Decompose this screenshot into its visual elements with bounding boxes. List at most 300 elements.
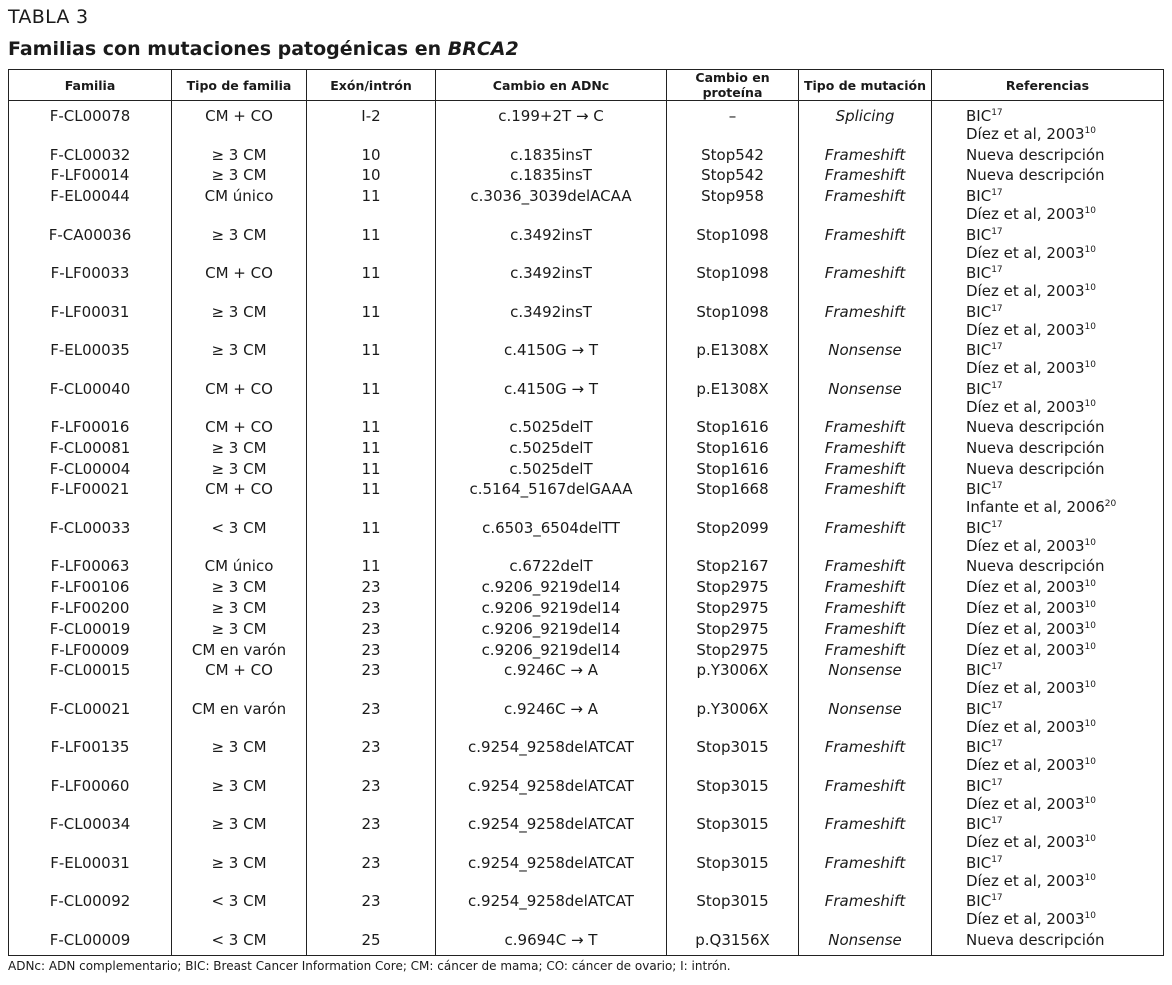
cell-cambio-adnc: c.9694C → T — [436, 930, 667, 955]
cell-cambio-adnc: c.5025delT — [436, 438, 667, 459]
cell-tipo-familia: ≥ 3 CM — [172, 577, 307, 598]
cell-tipo-mutacion: Frameshift — [799, 225, 932, 264]
cell-cambio-proteina: Stop542 — [667, 145, 799, 166]
cell-familia: F-CL00021 — [9, 699, 172, 738]
cell-referencias — [932, 814, 1164, 853]
table-row — [9, 186, 1164, 225]
cell-tipo-familia: CM + CO — [172, 479, 307, 518]
cell-cambio-adnc: c.9206_9219del14 — [436, 619, 667, 640]
cell-cambio-adnc: c.9246C → A — [436, 660, 667, 699]
reference-entry: BIC$^{17}$ — [966, 480, 1003, 499]
cell-familia: F-CA00036 — [9, 225, 172, 264]
cell-familia: F-LF00033 — [9, 263, 172, 302]
cell-tipo-familia: ≥ 3 CM — [172, 340, 307, 379]
cell-familia: F-CL00033 — [9, 518, 172, 557]
table-row — [9, 438, 1164, 459]
table-row — [9, 577, 1164, 598]
cell-familia: F-LF00016 — [9, 417, 172, 438]
reference-number: 10 — [1084, 680, 1096, 691]
mutations-table — [8, 69, 1164, 956]
cell-cambio-adnc: c.9206_9219del14 — [436, 640, 667, 661]
reference-entry: BIC$^{17}$ — [966, 187, 1003, 206]
cell-cambio-adnc: c.5025delT — [436, 417, 667, 438]
cell-exon-intron: 23 — [307, 737, 436, 776]
cell-exon-intron: 11 — [307, 459, 436, 480]
cell-cambio-adnc: c.1835insT — [436, 165, 667, 186]
cell-tipo-familia: ≥ 3 CM — [172, 459, 307, 480]
reference-number: 10 — [1084, 872, 1096, 883]
reference-number: 17 — [991, 854, 1003, 865]
table-row — [9, 145, 1164, 166]
reference-number: 10 — [1084, 911, 1096, 922]
cell-familia: F-LF00135 — [9, 737, 172, 776]
cell-tipo-familia: ≥ 3 CM — [172, 165, 307, 186]
cell-familia: F-LF00009 — [9, 640, 172, 661]
cell-cambio-proteina: Stop2975 — [667, 577, 799, 598]
cell-cambio-proteina: Stop3015 — [667, 891, 799, 930]
reference-entry: BIC$^{17}$ — [966, 379, 1003, 398]
cell-referencias — [932, 598, 1164, 619]
reference-entry: Díez et al, 2003$^{10}$ — [966, 397, 1096, 416]
reference-entry: Infante et al, 2006$^{20}$ — [966, 498, 1117, 517]
cell-cambio-proteina: Stop1098 — [667, 225, 799, 264]
cell-familia: F-LF00060 — [9, 776, 172, 815]
cell-tipo-mutacion: Frameshift — [799, 479, 932, 518]
reference-entry: Díez et al, 2003$^{10}$ — [966, 794, 1096, 813]
table-row — [9, 340, 1164, 379]
cell-tipo-mutacion: Frameshift — [799, 438, 932, 459]
reference-entry: Díez et al, 2003$^{10}$ — [966, 756, 1096, 775]
reference-number: 17 — [991, 303, 1003, 314]
header-cambio-proteina: Cambio en proteína — [667, 70, 799, 101]
header-tipo-mutacion: Tipo de mutación — [799, 70, 932, 101]
cell-exon-intron: 11 — [307, 417, 436, 438]
cell-tipo-mutacion: Frameshift — [799, 776, 932, 815]
table-row — [9, 379, 1164, 418]
reference-entry: Nueva descripción — [966, 459, 1105, 478]
reference-number: 10 — [1084, 206, 1096, 217]
reference-entry: BIC$^{17}$ — [966, 699, 1003, 718]
cell-referencias — [932, 518, 1164, 557]
cell-tipo-familia: ≥ 3 CM — [172, 302, 307, 341]
cell-familia: F-EL00035 — [9, 340, 172, 379]
footnote: ADNc: ADN complementario; BIC: Breast Cancer Information Core; CM: cáncer de mama; CO: cáncer de ovario; I: intrón. — [8, 959, 731, 973]
reference-number: 10 — [1084, 537, 1096, 548]
cell-referencias — [932, 417, 1164, 438]
table-row — [9, 640, 1164, 661]
reference-number: 17 — [991, 380, 1003, 391]
reference-entry: BIC$^{17}$ — [966, 518, 1003, 537]
cell-exon-intron: 23 — [307, 619, 436, 640]
reference-number: 17 — [991, 662, 1003, 673]
table-row — [9, 699, 1164, 738]
reference-entry: Díez et al, 2003$^{10}$ — [966, 320, 1096, 339]
cell-referencias — [932, 165, 1164, 186]
cell-cambio-proteina: p.E1308X — [667, 379, 799, 418]
cell-tipo-mutacion: Frameshift — [799, 459, 932, 480]
reference-number: 10 — [1084, 283, 1096, 294]
cell-tipo-mutacion: Frameshift — [799, 619, 932, 640]
cell-cambio-adnc: c.9246C → A — [436, 699, 667, 738]
cell-cambio-proteina: Stop2975 — [667, 598, 799, 619]
table-label: TABLA 3 — [8, 6, 89, 28]
cell-referencias — [932, 225, 1164, 264]
cell-exon-intron: 23 — [307, 699, 436, 738]
reference-entry: Nueva descripción — [966, 145, 1105, 164]
reference-entry: Díez et al, 2003$^{10}$ — [966, 125, 1096, 143]
reference-number: 17 — [991, 893, 1003, 904]
cell-cambio-adnc: c.9254_9258delATCAT — [436, 853, 667, 892]
reference-entry: Díez et al, 2003$^{10}$ — [966, 833, 1096, 852]
cell-tipo-mutacion: Frameshift — [799, 145, 932, 166]
cell-tipo-familia: ≥ 3 CM — [172, 619, 307, 640]
cell-familia: F-LF00014 — [9, 165, 172, 186]
cell-exon-intron: 11 — [307, 302, 436, 341]
table-row — [9, 598, 1164, 619]
cell-tipo-familia: < 3 CM — [172, 930, 307, 955]
cell-tipo-familia: CM + CO — [172, 660, 307, 699]
cell-tipo-familia: < 3 CM — [172, 518, 307, 557]
cell-cambio-proteina: Stop1098 — [667, 263, 799, 302]
cell-referencias — [932, 640, 1164, 661]
cell-tipo-familia: CM único — [172, 186, 307, 225]
reference-entry: Nueva descripción — [966, 557, 1105, 576]
cell-referencias — [932, 853, 1164, 892]
cell-familia: F-CL00092 — [9, 891, 172, 930]
reference-entry: Nueva descripción — [966, 418, 1105, 437]
cell-cambio-proteina: Stop1616 — [667, 438, 799, 459]
cell-referencias — [932, 340, 1164, 379]
cell-tipo-mutacion: Nonsense — [799, 660, 932, 699]
reference-entry: BIC$^{17}$ — [966, 815, 1003, 834]
header-cambio-adnc: Cambio en ADNc — [436, 70, 667, 101]
cell-familia: F-CL00032 — [9, 145, 172, 166]
table-row — [9, 930, 1164, 955]
cell-cambio-proteina: Stop1668 — [667, 479, 799, 518]
cell-tipo-familia: ≥ 3 CM — [172, 737, 307, 776]
reference-number: 20 — [1104, 499, 1117, 510]
cell-cambio-adnc: c.4150G → T — [436, 379, 667, 418]
cell-cambio-proteina: Stop2975 — [667, 640, 799, 661]
cell-familia: F-LF00063 — [9, 556, 172, 577]
reference-entry: BIC$^{17}$ — [966, 853, 1003, 872]
reference-entry: Díez et al, 2003$^{10}$ — [966, 243, 1096, 262]
reference-number: 10 — [1084, 620, 1096, 631]
table-row — [9, 776, 1164, 815]
table-row — [9, 459, 1164, 480]
reference-number: 10 — [1084, 795, 1096, 806]
reference-number: 10 — [1084, 579, 1096, 590]
cell-familia: F-LF00106 — [9, 577, 172, 598]
cell-cambio-proteina: Stop2975 — [667, 619, 799, 640]
cell-tipo-familia: ≥ 3 CM — [172, 225, 307, 264]
reference-entry: Díez et al, 2003$^{10}$ — [966, 599, 1096, 618]
reference-number: 17 — [991, 226, 1003, 237]
cell-tipo-familia: CM en varón — [172, 699, 307, 738]
cell-tipo-familia: CM único — [172, 556, 307, 577]
cell-exon-intron: 23 — [307, 891, 436, 930]
reference-number: 17 — [991, 108, 1003, 118]
reference-entry: BIC$^{17}$ — [966, 264, 1003, 283]
cell-tipo-mutacion: Frameshift — [799, 302, 932, 341]
cell-referencias — [932, 186, 1164, 225]
cell-tipo-mutacion: Frameshift — [799, 263, 932, 302]
cell-familia: F-EL00031 — [9, 853, 172, 892]
cell-cambio-adnc: c.6722delT — [436, 556, 667, 577]
reference-number: 17 — [991, 739, 1003, 750]
reference-entry: BIC$^{17}$ — [966, 341, 1003, 360]
cell-cambio-proteina: Stop3015 — [667, 814, 799, 853]
cell-tipo-mutacion: Frameshift — [799, 518, 932, 557]
cell-tipo-mutacion: Splicing — [799, 101, 932, 145]
reference-entry: Díez et al, 2003$^{10}$ — [966, 619, 1096, 638]
cell-cambio-adnc: c.9206_9219del14 — [436, 598, 667, 619]
cell-cambio-adnc: c.3492insT — [436, 225, 667, 264]
cell-tipo-familia: CM + CO — [172, 101, 307, 145]
reference-entry: Díez et al, 2003$^{10}$ — [966, 282, 1096, 301]
cell-exon-intron: 11 — [307, 263, 436, 302]
cell-referencias — [932, 302, 1164, 341]
reference-entry: BIC$^{17}$ — [966, 661, 1003, 680]
table-row — [9, 660, 1164, 699]
cell-referencias — [932, 459, 1164, 480]
reference-entry: Nueva descripción — [966, 930, 1105, 949]
cell-tipo-mutacion: Frameshift — [799, 853, 932, 892]
cell-cambio-proteina: Stop1616 — [667, 417, 799, 438]
cell-cambio-proteina: Stop542 — [667, 165, 799, 186]
reference-number: 10 — [1084, 398, 1096, 409]
table-row — [9, 518, 1164, 557]
table-row — [9, 737, 1164, 776]
cell-tipo-familia: CM + CO — [172, 379, 307, 418]
table-title — [8, 38, 519, 60]
cell-exon-intron: 11 — [307, 379, 436, 418]
cell-cambio-adnc: c.9254_9258delATCAT — [436, 737, 667, 776]
reference-entry: BIC$^{17}$ — [966, 302, 1003, 321]
header-familia: Familia — [9, 70, 172, 101]
cell-referencias — [932, 699, 1164, 738]
cell-referencias — [932, 660, 1164, 699]
cell-tipo-familia: < 3 CM — [172, 891, 307, 930]
cell-referencias — [932, 776, 1164, 815]
cell-referencias — [932, 101, 1164, 145]
reference-number: 17 — [991, 519, 1003, 530]
cell-referencias — [932, 379, 1164, 418]
cell-tipo-familia: ≥ 3 CM — [172, 853, 307, 892]
table-row — [9, 891, 1164, 930]
header-row — [9, 70, 1164, 101]
reference-number: 10 — [1084, 718, 1096, 729]
table-body — [9, 101, 1164, 956]
cell-familia: F-CL00081 — [9, 438, 172, 459]
cell-cambio-proteina: – — [667, 101, 799, 145]
reference-entry: Díez et al, 2003$^{10}$ — [966, 359, 1096, 378]
cell-referencias — [932, 438, 1164, 459]
cell-tipo-familia: CM + CO — [172, 417, 307, 438]
cell-familia: F-CL00040 — [9, 379, 172, 418]
cell-tipo-mutacion: Nonsense — [799, 379, 932, 418]
cell-exon-intron: 23 — [307, 598, 436, 619]
table-row — [9, 101, 1164, 145]
cell-exon-intron: 11 — [307, 556, 436, 577]
cell-tipo-mutacion: Frameshift — [799, 165, 932, 186]
reference-number: 17 — [991, 700, 1003, 711]
reference-number: 17 — [991, 816, 1003, 827]
cell-exon-intron: 11 — [307, 518, 436, 557]
cell-familia: F-LF00021 — [9, 479, 172, 518]
reference-entry: BIC$^{17}$ — [966, 892, 1003, 911]
reference-entry: Díez et al, 2003$^{10}$ — [966, 578, 1096, 597]
cell-familia: F-CL00015 — [9, 660, 172, 699]
cell-cambio-proteina: Stop2099 — [667, 518, 799, 557]
cell-cambio-adnc: c.6503_6504delTT — [436, 518, 667, 557]
cell-exon-intron: 10 — [307, 165, 436, 186]
cell-familia: F-CL00009 — [9, 930, 172, 955]
cell-cambio-proteina: Stop958 — [667, 186, 799, 225]
reference-number: 10 — [1084, 757, 1096, 768]
cell-exon-intron: 11 — [307, 340, 436, 379]
cell-cambio-proteina: Stop1098 — [667, 302, 799, 341]
cell-tipo-mutacion: Frameshift — [799, 417, 932, 438]
cell-tipo-mutacion: Frameshift — [799, 891, 932, 930]
cell-cambio-adnc: c.5164_5167delGAAA — [436, 479, 667, 518]
header-tipo-familia: Tipo de familia — [172, 70, 307, 101]
header-exon-intron: Exón/intrón — [307, 70, 436, 101]
reference-number: 10 — [1084, 126, 1096, 136]
cell-referencias — [932, 930, 1164, 955]
reference-entry: BIC$^{17}$ — [966, 107, 1003, 125]
title-prefix: Familias con mutaciones patogénicas en — [8, 38, 448, 60]
cell-tipo-mutacion: Frameshift — [799, 640, 932, 661]
cell-tipo-mutacion: Frameshift — [799, 556, 932, 577]
cell-referencias — [932, 619, 1164, 640]
cell-tipo-familia: ≥ 3 CM — [172, 598, 307, 619]
cell-tipo-familia: ≥ 3 CM — [172, 814, 307, 853]
cell-tipo-mutacion: Frameshift — [799, 186, 932, 225]
reference-entry: Nueva descripción — [966, 166, 1105, 185]
table-row — [9, 263, 1164, 302]
cell-cambio-adnc: c.9254_9258delATCAT — [436, 891, 667, 930]
cell-cambio-proteina: Stop2167 — [667, 556, 799, 577]
cell-cambio-adnc: c.3492insT — [436, 302, 667, 341]
reference-number: 10 — [1084, 360, 1096, 371]
cell-cambio-adnc: c.4150G → T — [436, 340, 667, 379]
table-row — [9, 814, 1164, 853]
reference-entry: BIC$^{17}$ — [966, 738, 1003, 757]
reference-entry: Díez et al, 2003$^{10}$ — [966, 679, 1096, 698]
cell-tipo-familia: ≥ 3 CM — [172, 776, 307, 815]
table-row — [9, 556, 1164, 577]
reference-entry: Díez et al, 2003$^{10}$ — [966, 205, 1096, 224]
cell-tipo-familia: ≥ 3 CM — [172, 145, 307, 166]
cell-cambio-proteina: Stop1616 — [667, 459, 799, 480]
cell-familia: F-CL00034 — [9, 814, 172, 853]
cell-tipo-familia: ≥ 3 CM — [172, 438, 307, 459]
cell-cambio-adnc: c.3036_3039delACAA — [436, 186, 667, 225]
table-row — [9, 417, 1164, 438]
reference-entry: Nueva descripción — [966, 438, 1105, 457]
cell-cambio-proteina: Stop3015 — [667, 776, 799, 815]
title-gene: BRCA2 — [447, 38, 519, 60]
reference-entry: BIC$^{17}$ — [966, 225, 1003, 244]
cell-cambio-adnc: c.9206_9219del14 — [436, 577, 667, 598]
reference-number: 17 — [991, 481, 1003, 492]
table-row — [9, 853, 1164, 892]
cell-cambio-adnc: c.3492insT — [436, 263, 667, 302]
reference-number: 10 — [1084, 600, 1096, 611]
cell-familia: F-EL00044 — [9, 186, 172, 225]
reference-entry: Díez et al, 2003$^{10}$ — [966, 640, 1096, 659]
cell-referencias — [932, 556, 1164, 577]
cell-exon-intron: 11 — [307, 186, 436, 225]
cell-cambio-proteina: p.Q3156X — [667, 930, 799, 955]
reference-number: 10 — [1084, 834, 1096, 845]
cell-familia: F-CL00004 — [9, 459, 172, 480]
cell-cambio-proteina: p.E1308X — [667, 340, 799, 379]
reference-number: 10 — [1084, 244, 1096, 255]
cell-tipo-mutacion: Nonsense — [799, 699, 932, 738]
cell-familia: F-LF00031 — [9, 302, 172, 341]
cell-cambio-adnc: c.9254_9258delATCAT — [436, 814, 667, 853]
cell-referencias — [932, 891, 1164, 930]
reference-entry: Díez et al, 2003$^{10}$ — [966, 871, 1096, 890]
table-row — [9, 165, 1164, 186]
cell-familia: F-CL00019 — [9, 619, 172, 640]
cell-referencias — [932, 145, 1164, 166]
cell-familia: F-LF00200 — [9, 598, 172, 619]
cell-cambio-adnc: c.199+2T → C — [436, 101, 667, 145]
cell-exon-intron: 11 — [307, 479, 436, 518]
table-row — [9, 479, 1164, 518]
cell-exon-intron: 23 — [307, 853, 436, 892]
cell-referencias — [932, 479, 1164, 518]
table-row — [9, 225, 1164, 264]
cell-familia: F-CL00078 — [9, 101, 172, 145]
reference-number: 17 — [991, 265, 1003, 276]
reference-number: 17 — [991, 188, 1003, 199]
cell-exon-intron: 23 — [307, 814, 436, 853]
cell-referencias — [932, 263, 1164, 302]
cell-exon-intron: 23 — [307, 776, 436, 815]
cell-tipo-mutacion: Frameshift — [799, 737, 932, 776]
reference-number: 10 — [1084, 641, 1096, 652]
cell-tipo-mutacion: Frameshift — [799, 577, 932, 598]
cell-cambio-adnc: c.1835insT — [436, 145, 667, 166]
cell-exon-intron: I-2 — [307, 101, 436, 145]
cell-cambio-proteina: Stop3015 — [667, 853, 799, 892]
cell-exon-intron: 25 — [307, 930, 436, 955]
cell-tipo-mutacion: Nonsense — [799, 930, 932, 955]
cell-exon-intron: 11 — [307, 225, 436, 264]
cell-tipo-familia: CM + CO — [172, 263, 307, 302]
reference-entry: Díez et al, 2003$^{10}$ — [966, 536, 1096, 555]
table-row — [9, 619, 1164, 640]
cell-cambio-proteina: p.Y3006X — [667, 660, 799, 699]
cell-exon-intron: 23 — [307, 640, 436, 661]
cell-cambio-adnc: c.9254_9258delATCAT — [436, 776, 667, 815]
cell-exon-intron: 10 — [307, 145, 436, 166]
reference-number: 17 — [991, 342, 1003, 353]
reference-number: 17 — [991, 777, 1003, 788]
reference-number: 10 — [1084, 321, 1096, 332]
cell-referencias — [932, 577, 1164, 598]
cell-cambio-adnc: c.5025delT — [436, 459, 667, 480]
reference-entry: BIC$^{17}$ — [966, 776, 1003, 795]
cell-exon-intron: 23 — [307, 660, 436, 699]
cell-cambio-proteina: Stop3015 — [667, 737, 799, 776]
cell-tipo-mutacion: Nonsense — [799, 340, 932, 379]
cell-tipo-familia: CM en varón — [172, 640, 307, 661]
